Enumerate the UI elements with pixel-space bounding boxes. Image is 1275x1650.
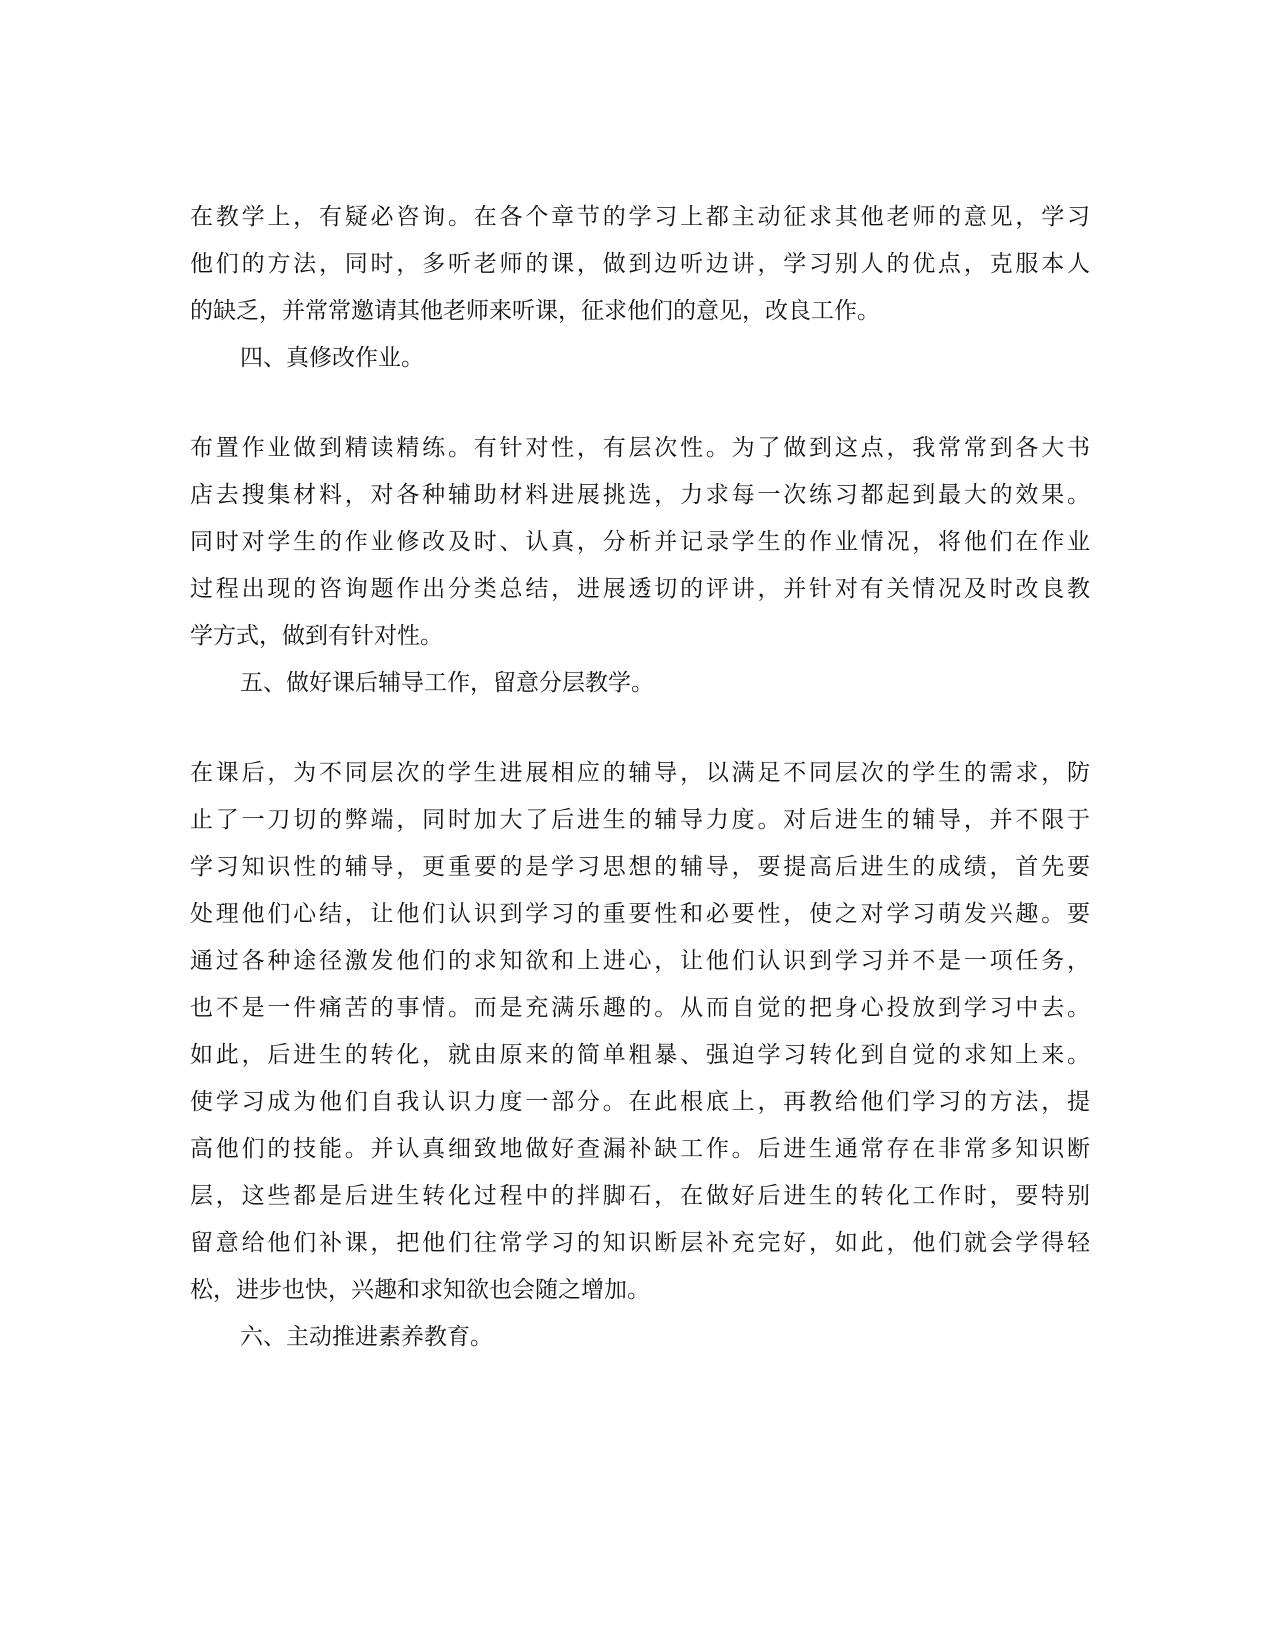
paragraph-3-line-6: 也不是一件痛苦的事情。而是充满乐趣的。从而自觉的把身心投放到学习中去。 xyxy=(190,995,1090,1021)
paragraph-1-line-3: 的缺乏，并常常邀请其他老师来听课，征求他们的意见，改良工作。 xyxy=(190,298,880,324)
paragraph-3-line-12: 松，进步也快，兴趣和求知欲也会随之增加。 xyxy=(190,1277,650,1303)
paragraph-3-line-10: 层，这些都是后进生转化过程中的拌脚石，在做好后进生的转化工作时，要特别 xyxy=(190,1183,1090,1209)
paragraph-2-line-2: 店去搜集材料，对各种辅助材料进展挑选，力求每一次练习都起到最大的效果。 xyxy=(190,482,1090,508)
paragraph-3-line-4: 处理他们心结，让他们认识到学习的重要性和必要性，使之对学习萌发兴趣。要 xyxy=(190,901,1090,927)
paragraph-3-line-9: 高他们的技能。并认真细致地做好查漏补缺工作。后进生通常存在非常多知识断 xyxy=(190,1136,1090,1162)
paragraph-2-line-5: 学方式，做到有针对性。 xyxy=(190,623,443,649)
paragraph-1-line-2: 他们的方法，同时，多听老师的课，做到边听边讲，学习别人的优点，克服本人 xyxy=(190,251,1090,277)
section-heading-5: 五、做好课后辅导工作，留意分层教学。 xyxy=(240,670,654,696)
paragraph-2-line-1: 布置作业做到精读精练。有针对性，有层次性。为了做到这点，我常常到各大书 xyxy=(190,435,1090,461)
section-heading-4: 四、真修改作业。 xyxy=(240,345,424,371)
paragraph-2-line-3: 同时对学生的作业修改及时、认真，分析并记录学生的作业情况，将他们在作业 xyxy=(190,529,1090,555)
paragraph-3-line-1: 在课后，为不同层次的学生进展相应的辅导，以满足不同层次的学生的需求，防 xyxy=(190,760,1090,786)
paragraph-3-line-2: 止了一刀切的弊端，同时加大了后进生的辅导力度。对后进生的辅导，并不限于 xyxy=(190,807,1090,833)
paragraph-3-line-3: 学习知识性的辅导，更重要的是学习思想的辅导，要提高后进生的成绩，首先要 xyxy=(190,854,1090,880)
paragraph-1-line-1: 在教学上，有疑必咨询。在各个章节的学习上都主动征求其他老师的意见，学习 xyxy=(190,204,1090,230)
paragraph-3-line-8: 使学习成为他们自我认识力度一部分。在此根底上，再教给他们学习的方法，提 xyxy=(190,1089,1090,1115)
paragraph-2-line-4: 过程出现的咨询题作出分类总结，进展透切的评讲，并针对有关情况及时改良教 xyxy=(190,576,1090,602)
section-heading-6: 六、主动推进素养教育。 xyxy=(240,1324,493,1350)
paragraph-3-line-11: 留意给他们补课，把他们往常学习的知识断层补充完好，如此，他们就会学得轻 xyxy=(190,1230,1090,1256)
paragraph-3-line-7: 如此，后进生的转化，就由原来的简单粗暴、强迫学习转化到自觉的求知上来。 xyxy=(190,1042,1090,1068)
paragraph-3-line-5: 通过各种途径激发他们的求知欲和上进心，让他们认识到学习并不是一项任务， xyxy=(190,948,1090,974)
